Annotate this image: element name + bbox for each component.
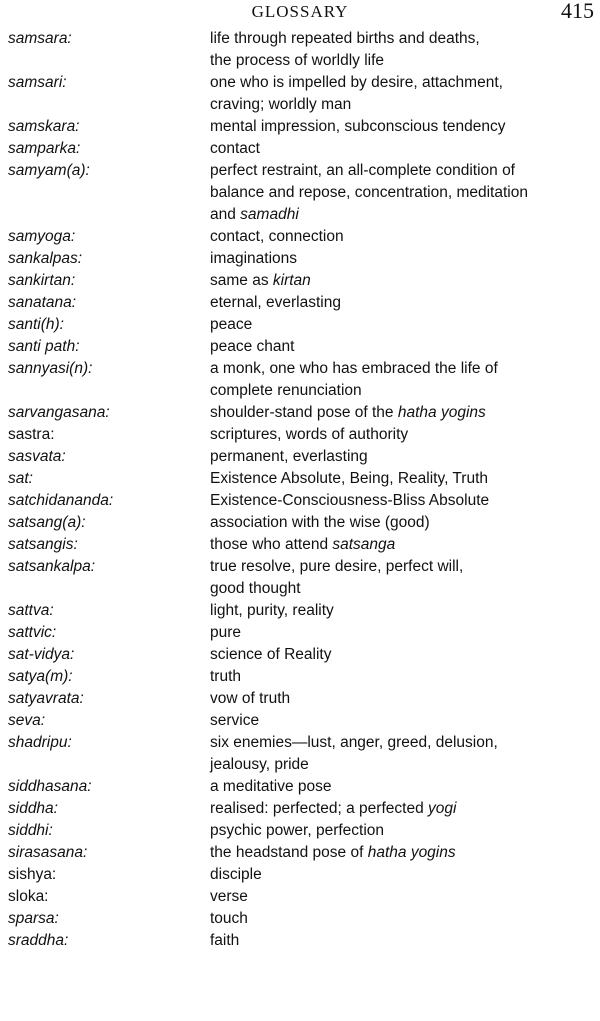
definition-text: truth (210, 668, 242, 685)
glossary-entry (0, 908, 600, 930)
glossary-term: seva: (8, 712, 46, 729)
glossary-term: samparka: (8, 140, 81, 157)
glossary-entry (0, 28, 600, 72)
glossary-term: sankalpas: (8, 250, 83, 267)
definition-text: jealousy, pride (210, 756, 309, 773)
glossary-definition (210, 270, 600, 292)
definition-text: mental impression, subconscious tendency (210, 118, 506, 135)
glossary-definition (210, 710, 600, 732)
glossary-entry (0, 556, 600, 600)
glossary-entry (0, 468, 600, 490)
definition-text: disciple (210, 866, 262, 883)
definition-text: contact, connection (210, 228, 344, 245)
glossary-term: sannyasi(n): (8, 360, 93, 377)
definition-emphasis: hatha yogins (367, 844, 456, 861)
glossary-entry (0, 776, 600, 798)
glossary-definition (210, 512, 600, 534)
glossary-term: sat-vidya: (8, 646, 75, 663)
glossary-entry (0, 666, 600, 688)
definition-text: a monk, one who has embraced the life of (210, 360, 498, 377)
definition-text: association with the wise (good) (210, 514, 430, 531)
glossary-term: sattva: (8, 602, 54, 619)
definition-text: one who is impelled by desire, attachment, (210, 74, 503, 91)
glossary-term: sasvata: (8, 448, 66, 465)
definition-emphasis: satsanga (332, 536, 396, 553)
glossary-definition (210, 292, 600, 314)
definition-text: the headstand pose of (210, 844, 368, 861)
glossary-definition (210, 622, 600, 644)
definition-text: service (210, 712, 260, 729)
glossary-definition (210, 600, 600, 622)
glossary-definition (210, 732, 600, 776)
glossary-entry (0, 72, 600, 116)
glossary-entry (0, 622, 600, 644)
glossary-definition (210, 248, 600, 270)
glossary-entry (0, 820, 600, 842)
glossary-definition (210, 688, 600, 710)
definition-text: complete renunciation (210, 382, 362, 399)
glossary-definition (210, 446, 600, 468)
glossary-definition (210, 534, 600, 556)
definition-emphasis: samadhi (240, 206, 299, 223)
definition-text: true resolve, pure desire, perfect will, (210, 558, 464, 575)
glossary-term: shadripu: (8, 734, 72, 751)
definition-text: perfect restraint, an all-complete condition of (210, 162, 515, 179)
definition-text: pure (210, 624, 242, 641)
glossary-entry (0, 402, 600, 424)
page-title: GLOSSARY (251, 2, 349, 21)
glossary-term: samyoga: (8, 228, 76, 245)
definition-text: peace chant (210, 338, 295, 355)
definition-text: a meditative pose (210, 778, 332, 795)
definition-text: contact (210, 140, 260, 157)
definition-text: scriptures, words of authority (210, 426, 409, 443)
glossary-definition (210, 28, 600, 72)
glossary-definition (210, 358, 600, 402)
definition-text: balance and repose, concentration, meditation (210, 184, 528, 201)
glossary-entry (0, 292, 600, 314)
glossary-definition (210, 402, 600, 424)
definition-emphasis: yogi (428, 800, 457, 817)
glossary-definition (210, 908, 600, 930)
glossary-entry (0, 930, 600, 952)
definition-text: those who attend (210, 536, 333, 553)
glossary-term: sishya: (8, 866, 57, 883)
glossary-definition (210, 798, 600, 820)
definition-text: shoulder-stand pose of the (210, 404, 398, 421)
glossary-entry (0, 798, 600, 820)
glossary-term: sastra: (8, 426, 55, 443)
glossary-definition (210, 424, 600, 446)
definition-text: verse (210, 888, 248, 905)
glossary-entry (0, 424, 600, 446)
definition-text: eternal, everlasting (210, 294, 341, 311)
glossary-term: siddhi: (8, 822, 53, 839)
glossary-term: samsara: (8, 30, 72, 47)
glossary-term: samsari: (8, 74, 67, 91)
definition-text: touch (210, 910, 248, 927)
glossary-definition (210, 776, 600, 798)
glossary-entry (0, 644, 600, 666)
glossary-definition (210, 842, 600, 864)
glossary-list (0, 28, 600, 952)
glossary-entry (0, 688, 600, 710)
glossary-entry (0, 512, 600, 534)
glossary-term: santi path: (8, 338, 80, 355)
definition-text: peace (210, 316, 253, 333)
definition-text: science of Reality (210, 646, 332, 663)
glossary-term: sparsa: (8, 910, 59, 927)
glossary-term: sankirtan: (8, 272, 76, 289)
glossary-entry (0, 248, 600, 270)
glossary-term: sanatana: (8, 294, 77, 311)
definition-text: same as (210, 272, 273, 289)
glossary-entry (0, 358, 600, 402)
glossary-definition (210, 314, 600, 336)
definition-text: psychic power, perfection (210, 822, 385, 839)
glossary-entry (0, 138, 600, 160)
definition-text: Existence-Consciousness-Bliss Absolute (210, 492, 490, 509)
glossary-entry (0, 842, 600, 864)
glossary-term: satsang(a): (8, 514, 86, 531)
glossary-term: sraddha: (8, 932, 69, 949)
glossary-definition (210, 490, 600, 512)
glossary-entry (0, 886, 600, 908)
glossary-definition (210, 666, 600, 688)
glossary-entry (0, 116, 600, 138)
glossary-term: samyam(a): (8, 162, 90, 179)
glossary-term: satyavrata: (8, 690, 84, 707)
definition-emphasis: kirtan (272, 272, 311, 289)
glossary-term: santi(h): (8, 316, 64, 333)
page-header (0, 0, 600, 28)
definition-text: permanent, everlasting (210, 448, 368, 465)
definition-text: imaginations (210, 250, 298, 267)
definition-text: Existence Absolute, Being, Reality, Truth (210, 470, 489, 487)
glossary-term: sattvic: (8, 624, 57, 641)
glossary-term: sirasasana: (8, 844, 88, 861)
glossary-term: siddha: (8, 800, 58, 817)
glossary-term: satsankalpa: (8, 558, 96, 575)
glossary-definition (210, 864, 600, 886)
glossary-definition (210, 336, 600, 358)
glossary-definition (210, 226, 600, 248)
glossary-term: sat: (8, 470, 33, 487)
definition-emphasis: hatha yogins (397, 404, 486, 421)
glossary-definition (210, 886, 600, 908)
glossary-entry (0, 864, 600, 886)
glossary-term: satya(m): (8, 668, 73, 685)
glossary-entry (0, 446, 600, 468)
glossary-entry (0, 710, 600, 732)
glossary-entry (0, 534, 600, 556)
definition-text: and (210, 206, 241, 223)
definition-text: life through repeated births and deaths, (210, 30, 480, 47)
glossary-definition (210, 820, 600, 842)
definition-text: six enemies—lust, anger, greed, delusion, (210, 734, 498, 751)
definition-text: the process of worldly life (210, 52, 385, 69)
glossary-entry (0, 160, 600, 226)
glossary-definition (210, 138, 600, 160)
glossary-term: samskara: (8, 118, 80, 135)
glossary-term: satchidananda: (8, 492, 114, 509)
definition-text: craving; worldly man (210, 96, 352, 113)
glossary-entry (0, 336, 600, 358)
definition-text: light, purity, reality (210, 602, 334, 619)
glossary-entry (0, 732, 600, 776)
glossary-definition (210, 644, 600, 666)
glossary-definition (210, 468, 600, 490)
glossary-term: siddhasana: (8, 778, 92, 795)
glossary-entry (0, 314, 600, 336)
glossary-definition (210, 116, 600, 138)
glossary-entry (0, 600, 600, 622)
glossary-entry (0, 490, 600, 512)
definition-text: good thought (210, 580, 301, 597)
definition-text: faith (210, 932, 240, 949)
glossary-definition (210, 930, 600, 952)
page-number: 415 (561, 0, 594, 23)
glossary-entry (0, 270, 600, 292)
glossary-term: sarvangasana: (8, 404, 110, 421)
glossary-definition (210, 556, 600, 600)
glossary-definition (210, 160, 600, 226)
glossary-entry (0, 226, 600, 248)
definition-text: realised: perfected; a perfected (210, 800, 428, 817)
glossary-definition (210, 72, 600, 116)
definition-text: vow of truth (210, 690, 291, 707)
glossary-term: sloka: (8, 888, 49, 905)
glossary-term: satsangis: (8, 536, 78, 553)
